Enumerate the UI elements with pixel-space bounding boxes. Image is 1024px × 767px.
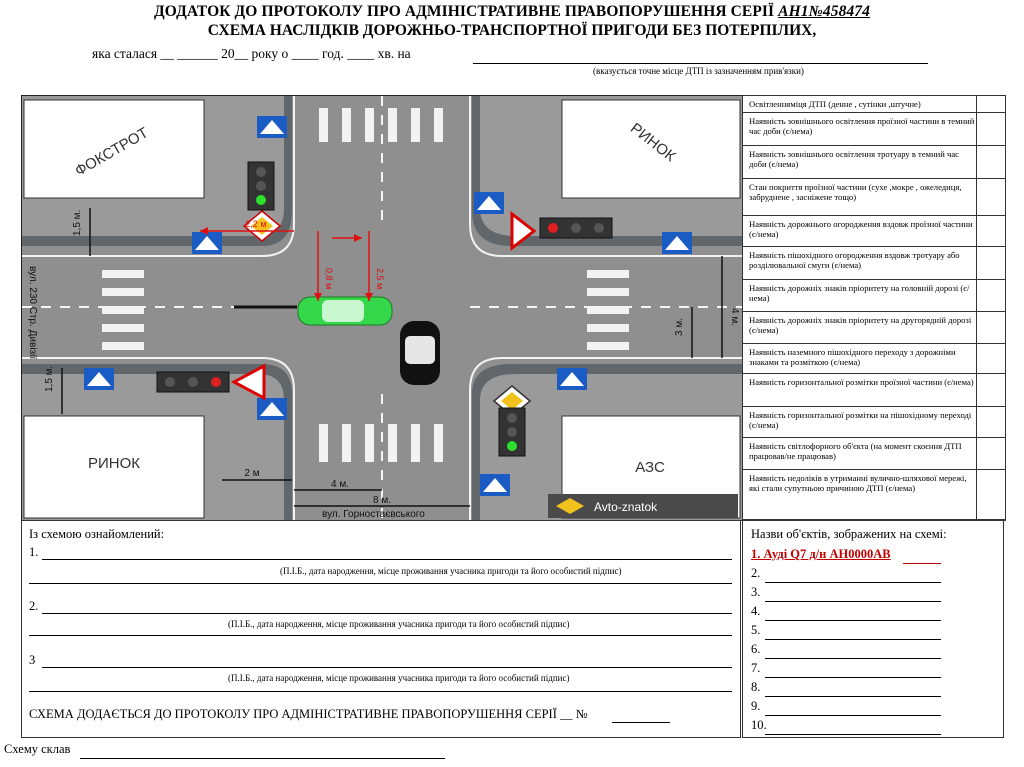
condition-text: Наявність світлофорного об'єкта (на момент скоєння ДТП працював/не працював) [749, 441, 962, 462]
object-item-line[interactable] [765, 658, 941, 659]
condition-row [743, 312, 1005, 344]
dim-label: 1,5 м. [72, 209, 83, 236]
condition-value-cell[interactable] [976, 407, 1005, 437]
document-title: ДОДАТОК ДО ПРОТОКОЛУ ПРО АДМІНІСТРАТИВНЕ ПРАВОПОРУШЕННЯ СЕРІЇ АН1№458474 [154, 3, 870, 20]
condition-value-cell[interactable] [976, 374, 1005, 406]
conditions-table [742, 95, 1006, 521]
condition-text: Наявність зовнішнього освітлення тротуару в темний час доби (є/нема) [749, 149, 959, 170]
condition-value-cell[interactable] [976, 96, 1005, 112]
object-item: 6. [751, 642, 761, 656]
protocol-number: АН1№458474 [778, 3, 870, 20]
object-item-line[interactable] [765, 696, 941, 697]
dim-label: 1,5 м. [44, 365, 55, 392]
compiled-by-line[interactable] [80, 758, 445, 759]
condition-value-cell[interactable] [976, 438, 1005, 469]
condition-row [743, 96, 1005, 113]
condition-text: Стан покриття проїзної частини (сухе ,мокре , ожеледиця, забруднене , засніжене тощо) [749, 182, 962, 203]
participant-1-line[interactable] [42, 559, 732, 560]
participant-1-caption: (П.І.Б., дата народження, місце проживання учасника пригоди та його особистий підпис) [280, 566, 622, 576]
participant-2-caption: (П.І.Б., дата народження, місце проживання учасника пригоди та його особистий підпис) [228, 619, 570, 629]
object-item: 10. [751, 718, 767, 732]
dim-label: 3 м. [674, 318, 685, 336]
condition-value-cell[interactable] [976, 179, 1005, 215]
condition-value-cell[interactable] [976, 146, 1005, 178]
condition-value-cell[interactable] [976, 312, 1005, 343]
participant-3-line2[interactable] [29, 691, 732, 692]
condition-text: Наявність дорожніх знаків пріоритету на головній дорозі (є/нема) [749, 283, 970, 304]
objects-title: Назви об'єктів, зображених на схемі: [751, 527, 947, 541]
condition-row [743, 407, 1005, 438]
street-name-west: вул. 230 Стр. Дивізії [27, 266, 38, 360]
object-item-line[interactable] [765, 677, 941, 678]
object-item: 2. [751, 566, 761, 580]
watermark: Avto-znatok [594, 500, 658, 514]
object-item: 8. [751, 680, 761, 694]
condition-value-cell[interactable] [976, 344, 1005, 373]
dim-label: 2,5 м [375, 268, 385, 290]
objects-list [742, 520, 1004, 738]
condition-text: Освітленняміця ДТП (денне , сутінки ,штучне) [749, 99, 921, 109]
object-item-line[interactable] [765, 715, 941, 716]
place-hint: (вказується точне місце ДТП із зазначенням прив'язки) [593, 66, 804, 76]
condition-row [743, 280, 1005, 312]
condition-value-cell[interactable] [976, 280, 1005, 311]
condition-row [743, 438, 1005, 470]
dim-label: 2 м [244, 468, 260, 479]
building-label-market-top: РИНОК [627, 119, 679, 166]
participant-1-number: 1. [29, 545, 39, 559]
dim-label: 0,8 м [324, 268, 334, 290]
street-name-south: вул. Горностаєвського [322, 509, 425, 520]
building-label-market-bottom: РИНОК [87, 455, 141, 472]
condition-text: Наявність дорожнього огородження вздовж проїзної частини (є/нема) [749, 219, 973, 240]
happened-line: яка сталася __ ______ 20__ року о ____ год. ____ хв. на [92, 46, 411, 61]
condition-value-cell[interactable] [976, 247, 1005, 279]
condition-text: Наявність недоліків в утриманні вулично-шляхової мережі, які стали супутньою причиною ДТП (є/нема) [749, 473, 967, 494]
condition-text: Наявність наземного пішохідного переходу з дорожніми знаками та розміткою (є/нема) [749, 347, 956, 368]
participant-3-number: 3 [29, 653, 36, 667]
object-item: 5. [751, 623, 761, 637]
document-subtitle: СХЕМА НАСЛІДКІВ ДОРОЖНЬО-ТРАНСПОРТНОЇ ПРИГОДИ БЕЗ ПОТЕРПІЛИХ, [207, 22, 817, 39]
condition-text: Наявність зовнішнього освітлення проїзної частини в темний час доби (є/нема) [749, 116, 975, 137]
condition-row [743, 179, 1005, 216]
condition-value-cell[interactable] [976, 216, 1005, 246]
condition-row [743, 247, 1005, 280]
object-item-line[interactable] [765, 734, 941, 735]
object-item-line[interactable] [765, 639, 941, 640]
dim-label: 4 м. [729, 308, 740, 326]
condition-row [743, 113, 1005, 146]
protocol-number-line[interactable] [612, 722, 670, 723]
acquaintance-section [21, 520, 741, 738]
object-item: 4. [751, 604, 761, 618]
place-underline [473, 63, 928, 64]
object-item-line[interactable] [765, 601, 941, 602]
condition-text: Наявність горизонтальної розмітки проїзної частини (є/нема) [749, 377, 974, 387]
dim-label: 2,2 м [245, 219, 267, 229]
condition-value-cell[interactable] [976, 113, 1005, 145]
building-label-foxtrot: ФОКСТРОТ [72, 124, 152, 180]
compiled-by: Схему склав [4, 742, 71, 756]
condition-row [743, 344, 1005, 374]
condition-value-cell[interactable] [976, 470, 1005, 519]
object-item-line[interactable] [903, 563, 941, 564]
attached-note: СХЕМА ДОДАЄТЬСЯ ДО ПРОТОКОЛУ ПРО АДМІНІСТРАТИВНЕ ПРАВОПОРУШЕННЯ СЕРІЇ __ № [29, 707, 588, 721]
condition-text: Наявність дорожніх знаків пріоритету на другорядній дорозі (є/нема) [749, 315, 972, 336]
acquainted-title: Із схемою ознайомлений: [29, 527, 165, 541]
condition-text: Наявність горизонтальної розмітки на пішохідному переході (є/нема) [749, 410, 972, 431]
accident-scheme [21, 95, 743, 521]
dim-label: 4 м. [331, 479, 349, 490]
condition-row [743, 470, 1005, 520]
object-item: 3. [751, 585, 761, 599]
participant-1-line2[interactable] [29, 583, 732, 584]
dim-label: 8 м. [373, 495, 391, 506]
object-item: 1. Ауді Q7 д/н АН0000АВ [751, 547, 891, 561]
object-item-line[interactable] [765, 582, 941, 583]
building-label-gas-station: АЗС [635, 459, 665, 476]
participant-2-line2[interactable] [29, 635, 732, 636]
participant-3-line[interactable] [42, 667, 732, 668]
object-item: 7. [751, 661, 761, 675]
condition-row [743, 374, 1005, 407]
participant-3-caption: (П.І.Б., дата народження, місце проживання учасника пригоди та його особистий підпис) [228, 673, 570, 683]
object-item-line[interactable] [765, 620, 941, 621]
condition-row [743, 146, 1005, 179]
participant-2-line[interactable] [42, 613, 732, 614]
object-item: 9. [751, 699, 761, 713]
black-car [400, 321, 440, 385]
participant-2-number: 2. [29, 599, 39, 613]
condition-text: Наявність пішохідного огородження вздовж тротуару або розділювальної смуги (є/нема) [749, 250, 960, 271]
condition-row [743, 216, 1005, 247]
